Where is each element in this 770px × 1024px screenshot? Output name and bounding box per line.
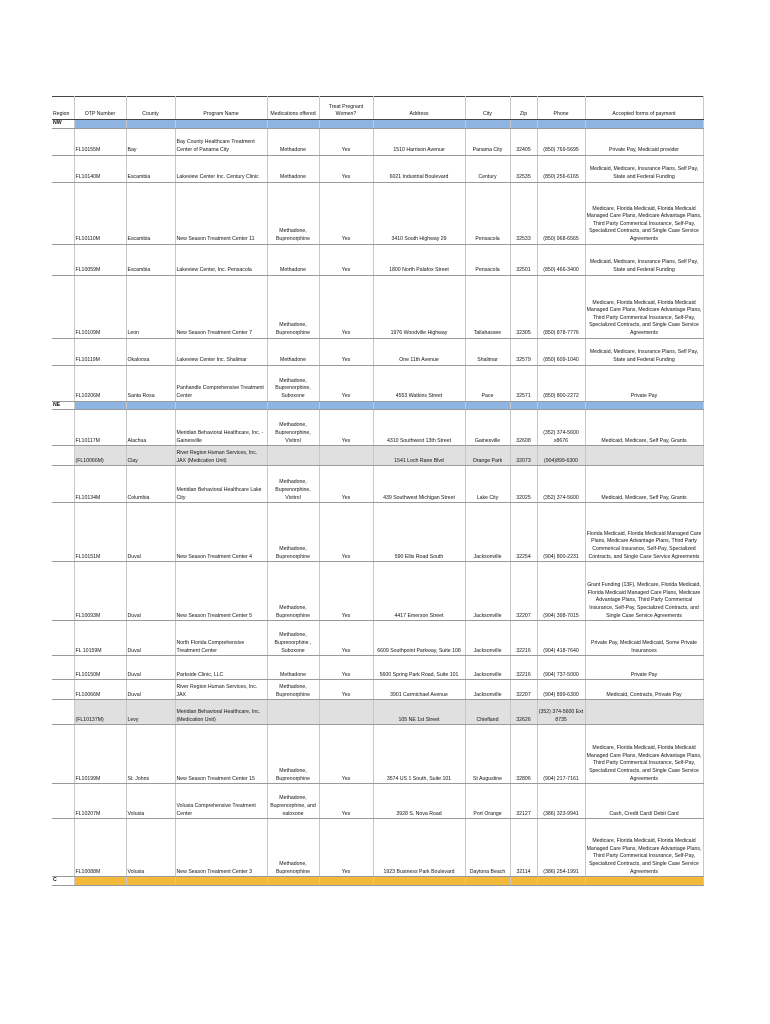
otp-number-cell: FL10206M [74,365,126,401]
table-row [52,128,703,155]
table-row [52,725,703,784]
payment-cell [585,446,703,466]
county-cell: Escambia [126,155,175,182]
pregnant-cell: Yes [319,503,373,562]
header-county: County [126,97,175,120]
zip-cell: 32579 [510,338,537,365]
program-name-cell: River Region Human Services, Inc. JAX (Medication Unit) [175,446,267,466]
table-row [52,700,703,725]
payment-cell: Medicaid, Medicare, Self Pay, Grants [585,410,703,446]
pregnant-cell: Yes [319,410,373,446]
county-cell: Levy [126,700,175,725]
zip-cell: 32608 [510,410,537,446]
program-name-cell: North Florida Comprehensive Treatment Center [175,621,267,656]
medications-cell: Methadone, Buprenorphine [267,182,319,244]
address-cell: 6021 Industrial Boulevard [373,155,465,182]
region-band [74,401,126,410]
address-cell: 590 Ellis Road South [373,503,465,562]
zip-cell: 32216 [510,656,537,680]
medications-cell: Methadone, Buprenorphine [267,680,319,700]
county-cell: Escambia [126,244,175,275]
city-cell: Jacksonville [465,680,510,700]
phone-cell: (386) 254-1991 [537,819,585,877]
medications-cell: Methadone, Buprenorphine , Suboxone [267,621,319,656]
region-cell [52,680,74,700]
region-cell [52,244,74,275]
table-body [52,120,703,886]
city-cell: Shalimar [465,338,510,365]
phone-cell: (352) 374-5600 Ext 8735 [537,700,585,725]
otp-number-cell: FL 10159M [74,621,126,656]
city-cell: Gainesville [465,410,510,446]
zip-cell: 32254 [510,503,537,562]
region-band [126,401,175,410]
otp-number-cell: (FL10137M) [74,700,126,725]
header-zip: Zip [510,97,537,120]
address-cell: One 11th Avenue [373,338,465,365]
pregnant-cell: Yes [319,656,373,680]
header-program-name: Program Name [175,97,267,120]
address-cell: 3901 Carmichael Avenue [373,680,465,700]
payment-cell: Medicaid, Medicare, Self Pay, Grants [585,466,703,503]
city-cell: Pensacola [465,182,510,244]
payment-cell: Medicaid, Medicare, Insurance Plans, Self Pay, State and Federal Funding [585,155,703,182]
phone-cell: (904)899-6300 [537,446,585,466]
region-band [267,877,319,886]
table-row [52,182,703,244]
table-row [52,621,703,656]
program-name-cell: Lakeview Center Inc. Shalimar [175,338,267,365]
program-name-cell: Lakeview Center Inc. Century Clinic [175,155,267,182]
table-row [52,562,703,621]
address-cell: 1923 Business Park Boulevard [373,819,465,877]
medications-cell: Methadone, Buprenorphine, and naloxone [267,784,319,819]
payment-cell: Medicaid, Medicare, Insurance Plans, Self Pay, State and Federal Funding [585,338,703,365]
program-name-cell: Lakeview Center, Inc. Pensacola [175,244,267,275]
zip-cell: 32207 [510,562,537,621]
address-cell: 4417 Emerson Street [373,562,465,621]
region-cell [52,182,74,244]
city-cell: Jacksonville [465,656,510,680]
pregnant-cell: Yes [319,182,373,244]
program-name-cell: Volusia Comprehensive Treatment Center [175,784,267,819]
table-row [52,155,703,182]
address-cell: 1510 Harrison Avenue [373,128,465,155]
otp-number-cell: (FL10066M) [74,446,126,466]
region-band [126,120,175,129]
county-cell: Escambia [126,182,175,244]
pregnant-cell: Yes [319,680,373,700]
region-band [537,120,585,129]
region-cell [52,466,74,503]
otp-number-cell: FL10150M [74,656,126,680]
zip-cell: 32533 [510,182,537,244]
city-cell: Jacksonville [465,562,510,621]
address-cell: 439 Southwest Michigan Street [373,466,465,503]
phone-cell: (904) 398-7015 [537,562,585,621]
phone-cell: (850) 466-3400 [537,244,585,275]
program-name-cell: New Season Treatment Center 3 [175,819,267,877]
zip-cell: 32207 [510,680,537,700]
county-cell: Volusia [126,819,175,877]
region-band [126,877,175,886]
payment-cell: Medicaid, Contracts, Private Pay [585,680,703,700]
city-cell: Pensacola [465,244,510,275]
program-name-cell: Panhandle Comprehensive Treatment Center [175,365,267,401]
region-band [373,401,465,410]
phone-cell: (850) 968-6565 [537,182,585,244]
region-band [510,120,537,129]
county-cell: Bay [126,128,175,155]
city-cell: St Augustine [465,725,510,784]
region-band [585,401,703,410]
region-cell [52,275,74,338]
medications-cell: Methadone [267,128,319,155]
phone-cell: (850) 800-2272 [537,365,585,401]
table-row [52,680,703,700]
pregnant-cell: Yes [319,128,373,155]
zip-cell: 32626 [510,700,537,725]
zip-cell: 32501 [510,244,537,275]
medications-cell: Methadone [267,656,319,680]
phone-cell: (850) 609-1040 [537,338,585,365]
otp-number-cell: FL10117M [74,410,126,446]
medications-cell: Methadone, Buprenorphine [267,725,319,784]
zip-cell: 32216 [510,621,537,656]
pregnant-cell: Yes [319,244,373,275]
phone-cell: (904) 217-7161 [537,725,585,784]
county-cell: Duval [126,656,175,680]
address-cell: 105 NE 1st Street [373,700,465,725]
table-row [52,365,703,401]
address-cell: 3410 South Highway 29 [373,182,465,244]
region-cell [52,128,74,155]
city-cell: Panama City [465,128,510,155]
payment-cell [585,700,703,725]
payment-cell: Florida Medicaid, Florida Medicaid Managed Care Plans, Medicare Advantage Plans, Third Party Commerical Insurance, Self-Pay, Specialized Contracts, and Single Case Service Agreements [585,503,703,562]
medications-cell: Methadone, Buprenorphine [267,562,319,621]
otp-number-cell: FL10199M [74,725,126,784]
county-cell: Santa Rosa [126,365,175,401]
region-band [465,877,510,886]
program-name-cell: Meridian Behavioral Healthcare, Inc. - Gainesville [175,410,267,446]
pregnant-cell: Yes [319,725,373,784]
city-cell: Tallahassee [465,275,510,338]
region-cell [52,155,74,182]
region-band [585,120,703,129]
otp-number-cell: FL10151M [74,503,126,562]
zip-cell: 32025 [510,466,537,503]
county-cell: Duval [126,562,175,621]
region-band [537,877,585,886]
otp-number-cell: FL10110M [74,182,126,244]
region-band [319,401,373,410]
otp-number-cell: FL10119M [74,338,126,365]
header-city: City [465,97,510,120]
medications-cell: Methadone [267,338,319,365]
payment-cell: Medicare, Florida Medicaid, Florida Medicaid Managed Care Plans, Medicare Advantage Plans, Third Party Commerical Insurance, Self-Pay, Specialized Contracts, and Single Case Service Agreements [585,725,703,784]
header-row [52,97,703,120]
medications-cell: Methadone, Buprenorphine [267,819,319,877]
medications-cell [267,446,319,466]
medications-cell [267,700,319,725]
medications-cell: Methadone, Buprenorphine [267,503,319,562]
payment-cell: Private Pay [585,656,703,680]
program-name-cell: New Season Treatment Center 7 [175,275,267,338]
medications-cell: Methadone, Buprenorphine [267,275,319,338]
table-row [52,446,703,466]
region-band [74,877,126,886]
county-cell: Duval [126,621,175,656]
region-row [52,401,703,410]
table-row [52,244,703,275]
payment-cell: Private Pay, Medicaid provider [585,128,703,155]
region-code: C [52,877,74,886]
header-otp-number: OTP Number [74,97,126,120]
payment-cell: Medicare, Florida Medicaid, Florida Medicaid Managed Care Plans, Medicare Advantage Plans, Third Party Commerical Insurance, Self-Pay, Specialized Contracts, and Single Case Service Agreements [585,182,703,244]
payment-cell: Private Pay, Medicaid Medicaid, Some Private Insurances [585,621,703,656]
region-band [373,120,465,129]
city-cell: Century [465,155,510,182]
zip-cell: 32305 [510,275,537,338]
table-row [52,466,703,503]
medications-cell: Methadone, Buprenorphine, Vivitrol [267,410,319,446]
program-name-cell: New Season Treatment Center 5 [175,562,267,621]
region-cell [52,503,74,562]
program-name-cell: Meridian Behavioral Healthcare, Inc. (Medication Unit) [175,700,267,725]
payment-cell: Medicare, Florida Medicaid, Florida Medicaid Managed Care Plans, Medicare Advantage Plans, Third Party Commerical Insurance, Self-Pay, Specialized Contracts, and Single Case Service Agreements [585,275,703,338]
header-payment: Accepted forms of payment [585,97,703,120]
zip-cell: 32571 [510,365,537,401]
region-band [267,401,319,410]
address-cell: 1800 North Palafox Street [373,244,465,275]
region-code: NE [52,401,74,410]
address-cell: 1976 Woodville Highway [373,275,465,338]
address-cell: 3574 US 1 South, Suite 101 [373,725,465,784]
phone-cell: (352) 374-5600 x8676 [537,410,585,446]
otp-number-cell: FL10134M [74,466,126,503]
city-cell: Chiefland [465,700,510,725]
region-band [465,120,510,129]
region-cell [52,700,74,725]
region-band [319,877,373,886]
phone-cell: (352) 374-5600 [537,466,585,503]
treatment-center-table [52,96,704,886]
region-band [510,401,537,410]
otp-number-cell: FL10140M [74,155,126,182]
otp-number-cell: FL10109M [74,275,126,338]
region-band [175,877,267,886]
pregnant-cell: Yes [319,819,373,877]
county-cell: Duval [126,680,175,700]
table-row [52,503,703,562]
table-row [52,338,703,365]
phone-cell: (850) 256-6165 [537,155,585,182]
otp-number-cell: FL10093M [74,562,126,621]
otp-number-cell: FL10207M [74,784,126,819]
region-cell [52,446,74,466]
pregnant-cell: Yes [319,338,373,365]
zip-cell: 32127 [510,784,537,819]
medications-cell: Methadone, Buprenorphine, Vivitrol [267,466,319,503]
city-cell: Jacksonville [465,621,510,656]
region-cell [52,656,74,680]
otp-number-cell: FL10088M [74,819,126,877]
region-cell [52,621,74,656]
header-pregnant: Treat Pregnant Women? [319,97,373,120]
header-medications: Medications offered [267,97,319,120]
region-cell [52,562,74,621]
address-cell: 4310 Southwest 13th Street [373,410,465,446]
region-band [537,401,585,410]
county-cell: Volusia [126,784,175,819]
county-cell: Columbia [126,466,175,503]
region-band [175,401,267,410]
city-cell: Daytona Beach [465,819,510,877]
payment-cell: Medicare, Florida Medicaid, Florida Medicaid Managed Care Plans, Medicare Advantage Plans, Third Party Commerical Insurance, Self-Pay, Specialized Contracts, and Single Case Service Agreements [585,819,703,877]
city-cell: Port Orange [465,784,510,819]
county-cell: St. Johns [126,725,175,784]
phone-cell: (904) 899-6300 [537,680,585,700]
pregnant-cell: Yes [319,784,373,819]
city-cell: Pace [465,365,510,401]
city-cell: Jacksonville [465,503,510,562]
program-name-cell: New Season Treatment Center 4 [175,503,267,562]
county-cell: Okaloosa [126,338,175,365]
phone-cell: (386) 323-9941 [537,784,585,819]
program-name-cell: New Season Treatment Center 11 [175,182,267,244]
table-row [52,275,703,338]
pregnant-cell: Yes [319,155,373,182]
payment-cell: Medicaid, Medicare, Insurance Plans, Self Pay, State and Federal Funding [585,244,703,275]
otp-number-cell: FL10155M [74,128,126,155]
program-name-cell: Bay County Healthcare Treatment Center of Panama City [175,128,267,155]
otp-number-cell: FL10059M [74,244,126,275]
medications-cell: Methadone [267,244,319,275]
region-cell [52,725,74,784]
pregnant-cell: Yes [319,621,373,656]
region-cell [52,819,74,877]
payment-cell: Grant Funding (13F), Medicare, Florida Medicaid, Florida Medicaid Managed Care Plans, Medicare Advantage Plans, Third Party Commerical Insurance, Self-Pay, Specialized Contracts, and Single Case Service Agreements [585,562,703,621]
table-row [52,656,703,680]
address-cell: 3928 S. Nova Road [373,784,465,819]
region-band [373,877,465,886]
table-row [52,410,703,446]
header-address: Address [373,97,465,120]
zip-cell: 32073 [510,446,537,466]
pregnant-cell: Yes [319,562,373,621]
region-code: NW [52,120,74,129]
table-row [52,784,703,819]
region-cell [52,784,74,819]
region-band [74,120,126,129]
payment-cell: Private Pay [585,365,703,401]
header-region: Region [52,97,74,120]
region-cell [52,338,74,365]
county-cell: Clay [126,446,175,466]
region-cell [52,365,74,401]
address-cell: 4553 Watkins Street [373,365,465,401]
county-cell: Alachua [126,410,175,446]
city-cell: Orange Park [465,446,510,466]
phone-cell: (850) 769-5695 [537,128,585,155]
table-row [52,819,703,877]
pregnant-cell: Yes [319,365,373,401]
city-cell: Lake City [465,466,510,503]
otp-number-cell: FL10066M [74,680,126,700]
region-band [267,120,319,129]
region-cell [52,410,74,446]
payment-cell: Cash, Credit Card/ Debit Card [585,784,703,819]
region-row [52,120,703,129]
phone-cell: (904) 737-5000 [537,656,585,680]
region-band [465,401,510,410]
medications-cell: Methadone [267,155,319,182]
address-cell: 1541 Loch Rane Blvd [373,446,465,466]
region-band [510,877,537,886]
region-row [52,877,703,886]
pregnant-cell [319,446,373,466]
phone-cell: (904) 800-2231 [537,503,585,562]
program-name-cell: Parkside Clinic, LLC [175,656,267,680]
region-band [585,877,703,886]
medications-cell: Methadone, Buprenorphine, Suboxone [267,365,319,401]
zip-cell: 32405 [510,128,537,155]
region-band [319,120,373,129]
county-cell: Duval [126,503,175,562]
phone-cell: (904) 418-7640 [537,621,585,656]
address-cell: 5600 Spring Park Road, Suite 101 [373,656,465,680]
phone-cell: (850) 878-7776 [537,275,585,338]
address-cell: 6609 Southpoint Parkway, Suite 108 [373,621,465,656]
pregnant-cell: Yes [319,275,373,338]
pregnant-cell: Yes [319,466,373,503]
zip-cell: 32535 [510,155,537,182]
program-name-cell: New Season Treatment Center 15 [175,725,267,784]
zip-cell: 32114 [510,819,537,877]
county-cell: Leon [126,275,175,338]
zip-cell: 32806 [510,725,537,784]
program-name-cell: River Region Human Services, Inc. JAX [175,680,267,700]
program-name-cell: Meridian Behavioral Healthcare Lake City [175,466,267,503]
pregnant-cell [319,700,373,725]
header-phone: Phone [537,97,585,120]
region-band [175,120,267,129]
